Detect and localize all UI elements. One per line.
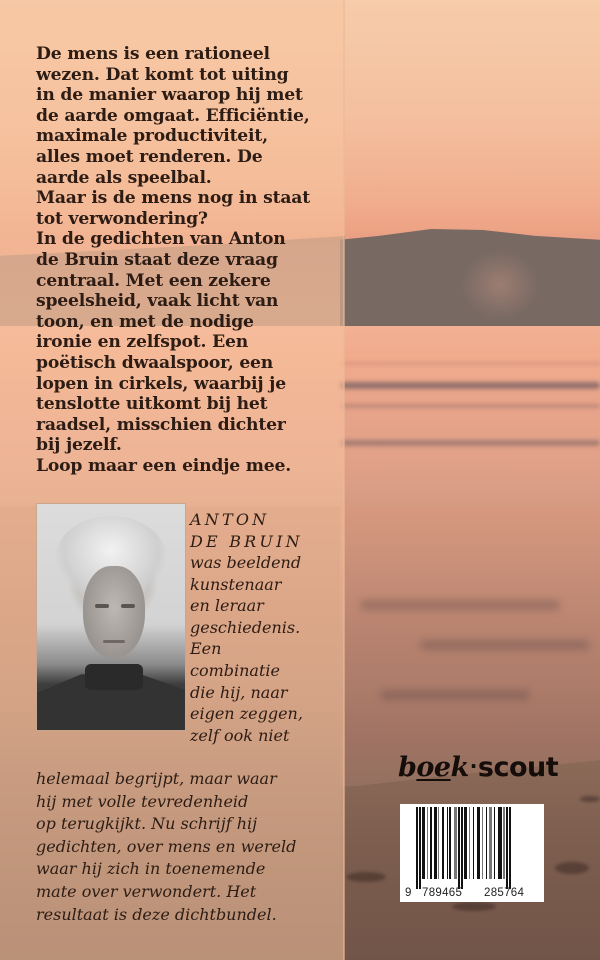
- bio-line: gedichten, over mens en wereld: [36, 836, 297, 856]
- blurb-line: centraal. Met een zekere: [36, 270, 271, 291]
- author-photo-mouth: [103, 640, 125, 643]
- author-photo-face: [83, 566, 145, 658]
- blurb-line: Maar is de mens nog in staat: [36, 188, 310, 209]
- blurb-line: in de manier waarop hij met: [36, 85, 303, 106]
- blurb-line: toon, en met de nodige: [36, 311, 254, 332]
- blurb-line: maximale productiviteit,: [36, 126, 268, 147]
- bio-line: waar hij zich in toenemende: [36, 859, 266, 879]
- isbn-prefix: 9: [405, 887, 412, 899]
- author-name-line: ANTON: [190, 510, 270, 529]
- background-streak: [360, 600, 560, 610]
- blurb-line: bij jezelf.: [36, 435, 122, 456]
- blurb-line: Loop maar een eindje mee.: [36, 455, 292, 476]
- blurb-line: tenslotte uitkomt bij het: [36, 394, 268, 415]
- blurb-line: lopen in cirkels, waarbij je: [36, 373, 286, 394]
- blurb-line: raadsel, misschien dichter: [36, 414, 286, 435]
- footprint: [452, 902, 496, 911]
- bio-line: helemaal begrijpt, maar waar: [36, 769, 277, 788]
- isbn-group-2: 285764: [484, 887, 525, 899]
- bio-line: eigen zeggen,: [190, 704, 303, 724]
- author-bio-full: [36, 768, 296, 926]
- logo-boek: [398, 752, 469, 783]
- bio-line: op terugkijkt. Nu schrijf hij: [36, 814, 258, 834]
- logo-letter: b: [398, 752, 417, 783]
- blurb-line: In de gedichten van Anton: [36, 229, 286, 250]
- bio-line: mate over verwondert. Het: [36, 881, 257, 901]
- logo-scout: scout: [477, 752, 559, 783]
- blurb-line: poëtisch dwaalspoor, een: [36, 352, 274, 373]
- footprint: [346, 872, 386, 882]
- blurb-line: alles moet renderen. De: [36, 146, 263, 167]
- isbn-group-1: 789465: [422, 887, 463, 899]
- blurb-line: de aarde omgaat. Efficiëntie,: [36, 105, 310, 126]
- publisher-logo: [398, 752, 558, 783]
- blurb-line: wezen. Dat komt tot uiting: [36, 64, 289, 85]
- logo-letters-underlined: oe: [416, 752, 451, 783]
- background-streak: [380, 690, 530, 700]
- background-streak: [420, 640, 590, 650]
- bio-line: hij met volle tevredenheid: [36, 791, 249, 811]
- author-photo-eye: [95, 604, 109, 608]
- background-wave: [340, 404, 600, 408]
- bio-line: was beeldend: [190, 553, 302, 572]
- bio-line: geschiedenis.: [190, 617, 301, 637]
- bio-line: die hij, naar: [190, 682, 288, 702]
- logo-letter: k: [450, 752, 469, 783]
- bio-line: resultaat is deze dichtbundel.: [36, 904, 277, 924]
- blurb-line: speelsheid, vaak licht van: [36, 291, 279, 312]
- isbn-barcode: [400, 804, 544, 902]
- author-name: [190, 509, 303, 552]
- bio-line: en leraar: [190, 596, 264, 616]
- bio-line: zelf ook niet: [190, 725, 290, 745]
- blurb-line: tot verwondering?: [36, 208, 208, 229]
- blurb-text: [36, 44, 336, 476]
- blurb-line: ironie en zelfspot. Een: [36, 332, 249, 353]
- blurb-line: De mens is een rationeel: [36, 44, 270, 64]
- barcode-bar: [509, 807, 511, 889]
- background-wave: [340, 382, 600, 389]
- background-wave: [340, 440, 600, 446]
- background-wave: [340, 362, 600, 365]
- footprint: [555, 862, 589, 874]
- author-name-line: DE BRUIN: [190, 531, 303, 551]
- logo-dot-icon: ·: [469, 754, 477, 778]
- author-photo-collar: [85, 664, 143, 690]
- panel-edge: [343, 0, 345, 960]
- author-bio-side: [190, 552, 303, 746]
- author-photo-eye: [121, 604, 135, 608]
- blurb-line: de Bruin staat deze vraag: [36, 249, 278, 270]
- bio-line: kunstenaar: [190, 574, 282, 594]
- footprint: [580, 796, 600, 802]
- bio-line: combinatie: [190, 660, 280, 680]
- background-haze: [460, 250, 540, 320]
- barcode-bars: [416, 807, 540, 889]
- blurb-line: aarde als speelbal.: [36, 167, 212, 188]
- bio-line: Een: [190, 639, 222, 659]
- author-photo: [36, 503, 186, 731]
